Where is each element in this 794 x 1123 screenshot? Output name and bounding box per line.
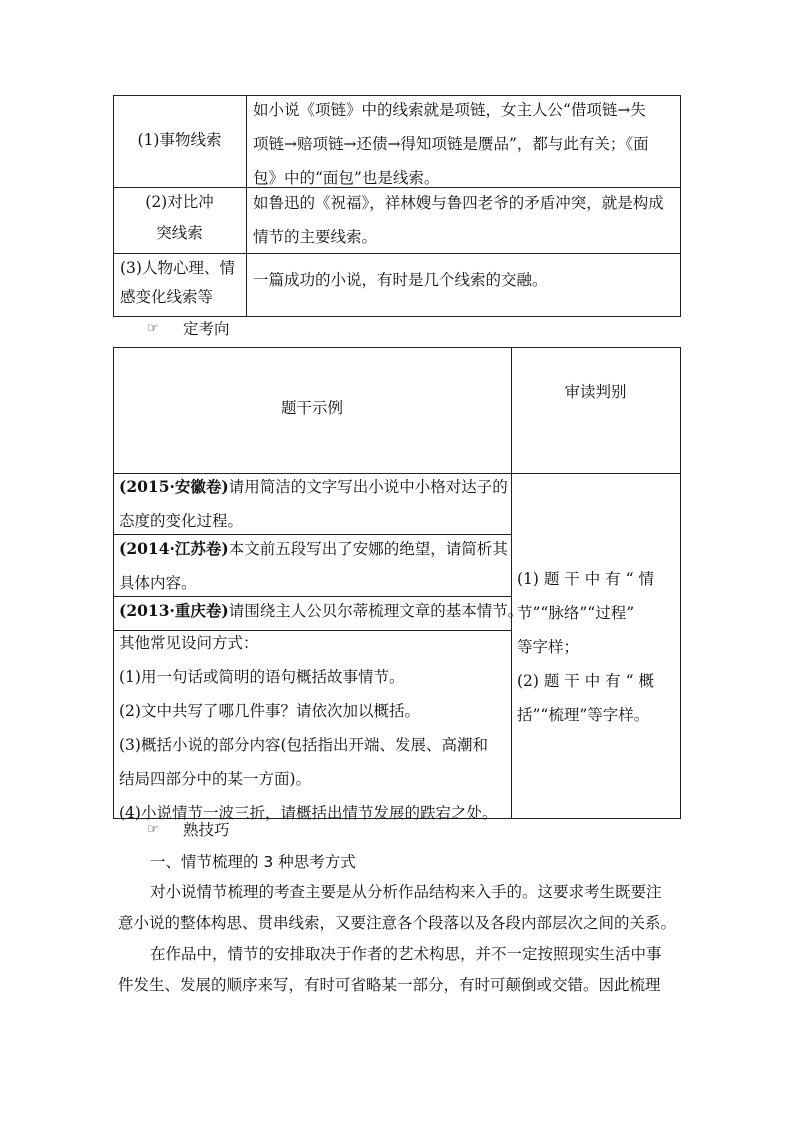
table-row-content (253, 186, 664, 254)
text-line: 对小说情节梳理的考查主要是从分析作品结构来入手的。这要求考生既要注 (150, 883, 662, 901)
text-line: (2) 题 干 中 有 “ 概 (517, 672, 654, 690)
text-line: (1) 题 干 中 有 “ 情 (517, 570, 654, 588)
pointing-hand-icon: ☞ (147, 321, 159, 336)
example-item (119, 594, 523, 628)
table-row-label: (3)人物心理、情 (120, 259, 235, 277)
text-line: 节”“脉络”“过程” (517, 604, 635, 622)
section-title: 定考向 (183, 320, 230, 338)
table-row-label: (2)对比冲 (145, 193, 214, 211)
table-row-label: (1)事物线索 (137, 131, 222, 149)
example-text: 请用简洁的文字写出小说中小格对达子的 (228, 478, 508, 496)
table-row-content (253, 93, 649, 195)
table-header-left: 题干示例 (280, 399, 343, 417)
body-heading: 一、情节梳理的 3 种思考方式 (150, 853, 356, 871)
example-source: (2014·江苏卷) (119, 539, 229, 558)
text-line: (4)小说情节一波三折，请概括出情节发展的跌宕之处。 (119, 804, 498, 822)
example-text: 本文前五段写出了安娜的绝望，请简析其 (228, 540, 508, 558)
example-item (119, 470, 508, 538)
text-line: 件发生、发展的顺序来写，有时可省略某一部分，有时可颠倒或交错。因此梳理 (118, 976, 661, 994)
other-question-forms (119, 626, 497, 830)
table-row-label: 突线索 (156, 224, 203, 242)
text-line: 如小说《项链》中的线索就是项链，女主人公“借项链→失 (253, 101, 646, 119)
text-line: 其他常见设问方式： (119, 634, 259, 652)
text-line: 情节的主要线索。 (253, 228, 378, 246)
pointing-hand-icon: ☞ (147, 822, 159, 837)
example-source: (2015·安徽卷) (119, 477, 229, 496)
text-line: 在作品中，情节的安排取决于作者的艺术构思，并不一定按照现实生活中事 (150, 945, 662, 963)
example-item (119, 532, 508, 600)
text-line: 等字样； (517, 638, 580, 656)
text-line: 包》中的“面包”也是线索。 (253, 169, 440, 187)
text-line: 括”“梳理”等字样。 (517, 706, 650, 724)
text-line: (3)概括小说的部分内容(包括指出开端、发展、高潮和 (119, 736, 489, 754)
table-row-content: 一篇成功的小说，有时是几个线索的交融。 (253, 271, 548, 289)
table-row-label: 感变化线索等 (120, 288, 214, 306)
text-line: (2)文中共写了哪几件事？请依次加以概括。 (119, 702, 420, 720)
text-line: 如鲁迅的《祝福》，祥林嫂与鲁四老爷的矛盾冲突，就是构成 (253, 194, 664, 212)
text-line: 意小说的整体构思、贯串线索，又要注意各个段落以及各段内部层次之间的关系。 (118, 914, 677, 932)
example-text: 请围绕主人公贝尔蒂梳理文章的基本情节。 (228, 602, 524, 620)
text-line: 项链→赔项链→还债→得知项链是赝品”，都与此有关；《面 (253, 135, 649, 153)
example-text: 态度的变化过程。 (119, 512, 244, 530)
example-source: (2013·重庆卷) (119, 601, 229, 620)
section-title: 熟技巧 (183, 821, 230, 839)
judgment-text (517, 562, 654, 732)
example-text: 具体内容。 (119, 574, 197, 592)
text-line: 结局四部分中的某一方面)。 (119, 770, 312, 788)
text-line: (1)用一句话或简明的语句概括故事情节。 (119, 668, 405, 686)
table-header-right: 审读判别 (564, 383, 627, 401)
